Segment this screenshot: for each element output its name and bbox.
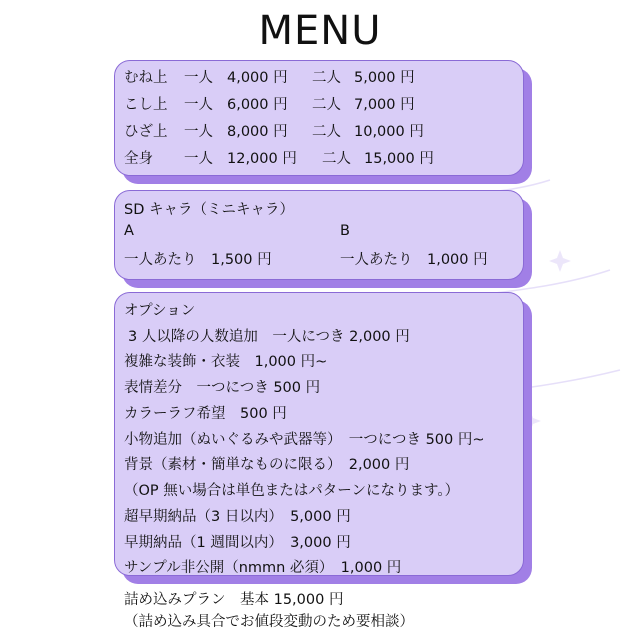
sd-menu-card (114, 190, 524, 280)
plan-note: （詰め込み具合でお値段変動のため要相談） (124, 614, 414, 630)
options-menu-card (114, 292, 524, 576)
one-person-label: 一人 (184, 70, 213, 86)
part-label: ひざ上 (124, 124, 168, 140)
option-item: 早期納品（1 週間以内） 3,000 円 (124, 535, 351, 551)
one-person-price: 8,000 円 (227, 124, 288, 140)
two-person-label: 二人 (312, 124, 341, 140)
two-person-price: 15,000 円 (364, 151, 434, 167)
one-person-price: 4,000 円 (227, 70, 288, 86)
sd-price-b: 一人あたり 1,000 円 (340, 252, 488, 268)
option-item: カラーラフ希望 500 円 (124, 406, 287, 422)
plan-text: 詰め込みプラン 基本 15,000 円 (124, 592, 344, 608)
sd-heading: SD キャラ（ミニキャラ） (124, 202, 294, 218)
option-item: サンプル非公開（nmmn 必須） 1,000 円 (124, 560, 402, 576)
part-label: 全身 (124, 151, 153, 167)
one-person-price: 12,000 円 (227, 151, 297, 167)
menu-row (124, 120, 524, 140)
option-item: 複雑な装飾・衣装 1,000 円~ (124, 354, 328, 370)
option-item: 超早期納品（3 日以内） 5,000 円 (124, 509, 351, 525)
options-heading: オプション (124, 303, 196, 319)
page-title: MENU (258, 8, 382, 54)
one-person-label: 一人 (184, 151, 213, 167)
option-item: 3 人以降の人数追加 一人につき 2,000 円 (128, 329, 410, 345)
two-person-price: 7,000 円 (354, 97, 415, 113)
option-item: 小物追加（ぬいぐるみや武器等） 一つにつき 500 円~ (124, 432, 485, 448)
part-label: こし上 (124, 97, 168, 113)
two-person-price: 5,000 円 (354, 70, 415, 86)
one-person-label: 一人 (184, 97, 213, 113)
body-menu-card (114, 60, 524, 176)
two-person-label: 二人 (322, 151, 351, 167)
option-item: 背景（素材・簡単なものに限る） 2,000 円 (124, 457, 410, 473)
two-person-label: 二人 (312, 70, 341, 86)
menu-row (124, 66, 524, 86)
sd-type-b: B (340, 223, 350, 239)
menu-row (124, 147, 524, 167)
option-note: （OP 無い場合は単色またはパターンになります。） (124, 483, 460, 499)
two-person-price: 10,000 円 (354, 124, 424, 140)
one-person-label: 一人 (184, 124, 213, 140)
menu-row (124, 93, 524, 113)
one-person-price: 6,000 円 (227, 97, 288, 113)
sd-type-a: A (124, 223, 134, 239)
part-label: むね上 (124, 70, 168, 86)
sd-price-a: 一人あたり 1,500 円 (124, 252, 272, 268)
option-item: 表情差分 一つにつき 500 円 (124, 380, 321, 396)
two-person-label: 二人 (312, 97, 341, 113)
